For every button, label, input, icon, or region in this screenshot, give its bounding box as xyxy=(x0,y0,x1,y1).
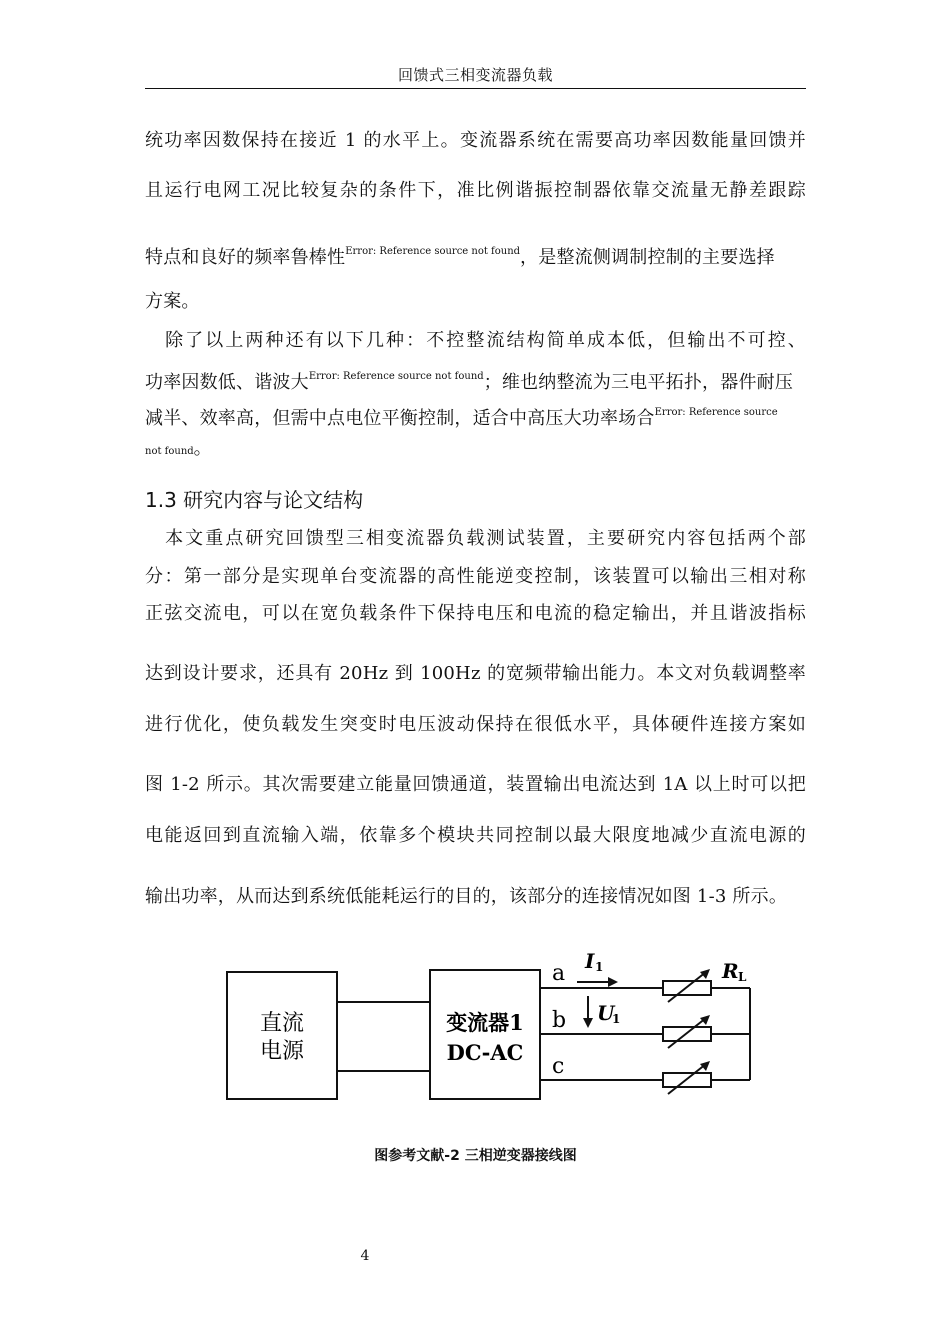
current-label: I xyxy=(585,949,595,973)
dc-source-label-2: 电源 xyxy=(259,1039,305,1064)
text-span: 减半、效率高，但需中点电位平衡控制，适合中高压大功率场合 xyxy=(145,408,655,429)
phase-a-label: a xyxy=(552,961,566,986)
page-number: 4 xyxy=(360,1248,370,1264)
current-arrow-head xyxy=(608,977,618,987)
figure-caption: 图参考文献-2 三相逆变器接线图 xyxy=(374,1148,577,1164)
paragraph-line: 电能返回到直流输入端，依靠多个模块共同控制以最大限度地减少直流电源的 xyxy=(145,825,806,846)
load-subscript: L xyxy=(738,970,747,984)
converter-label-2: DC-AC xyxy=(446,1040,524,1065)
paragraph-line: 方案。 xyxy=(145,291,200,312)
section-heading: 1.3 研究内容与论文结构 xyxy=(145,488,364,512)
dc-source-label-1: 直流 xyxy=(259,1011,305,1036)
phase-b-label: b xyxy=(552,1008,567,1033)
text-span: 功率因数低、谐波大 xyxy=(145,372,309,393)
paragraph-line: 本文重点研究回馈型三相变流器负载测试装置，主要研究内容包括两个部 xyxy=(145,528,806,549)
variable-arrow-head-b xyxy=(700,1015,710,1025)
reference-error: not found xyxy=(145,446,194,457)
variable-arrow-head-a xyxy=(700,969,710,979)
paragraph-line: 进行优化，使负载发生突变时电压波动保持在很低水平，具体硬件连接方案如 xyxy=(145,714,806,735)
phase-c-label: c xyxy=(552,1054,565,1079)
paragraph-line: 且运行电网工况比较复杂的条件下，准比例谐振控制器依靠交流量无静差跟踪 xyxy=(145,180,806,201)
text-span: ；维也纳整流为三电平拓扑，器件耐压 xyxy=(483,372,794,393)
text-span: 特点和良好的频率鲁棒性 xyxy=(145,247,346,268)
paragraph-line: 除了以上两种还有以下几种：不控整流结构简单成本低，但输出不可控、 xyxy=(145,330,806,351)
text-span: 。 xyxy=(193,438,212,459)
paragraph-line: 分：第一部分是实现单台变流器的高性能逆变控制，该装置可以输出三相对称 xyxy=(145,566,806,587)
running-header: 回馈式三相变流器负载 xyxy=(397,66,553,84)
paragraph-line: 达到设计要求，还具有 20Hz 到 100Hz 的宽频带输出能力。本文对负载调整率 xyxy=(145,663,806,684)
voltage-arrow-head xyxy=(583,1018,593,1028)
voltage-subscript: 1 xyxy=(612,1012,621,1026)
paragraph-line: 图 1-2 所示。其次需要建立能量回馈通道，装置输出电流达到 1A 以上时可以把 xyxy=(145,774,806,795)
variable-arrow-head-c xyxy=(700,1061,710,1071)
current-subscript: 1 xyxy=(595,960,604,974)
text-span: ，是整流侧调制控制的主要选择 xyxy=(520,247,775,268)
paragraph-line: 输出功率，从而达到系统低能耗运行的目的，该部分的连接情况如图 1-3 所示。 xyxy=(145,886,788,907)
paragraph-line: 正弦交流电，可以在宽负载条件下保持电压和电流的稳定输出，并且谐波指标 xyxy=(145,603,806,624)
reference-error: Error: Reference source not found xyxy=(308,371,484,382)
reference-error: Error: Reference source xyxy=(654,407,778,418)
converter-label-1: 变流器1 xyxy=(446,1010,524,1035)
paragraph-line: 统功率因数保持在接近 1 的水平上。变流器系统在需要高功率因数能量回馈并 xyxy=(145,130,806,151)
voltage-label: U xyxy=(597,1001,615,1025)
reference-error: Error: Reference source not found xyxy=(345,246,521,257)
load-label: R xyxy=(722,959,739,983)
